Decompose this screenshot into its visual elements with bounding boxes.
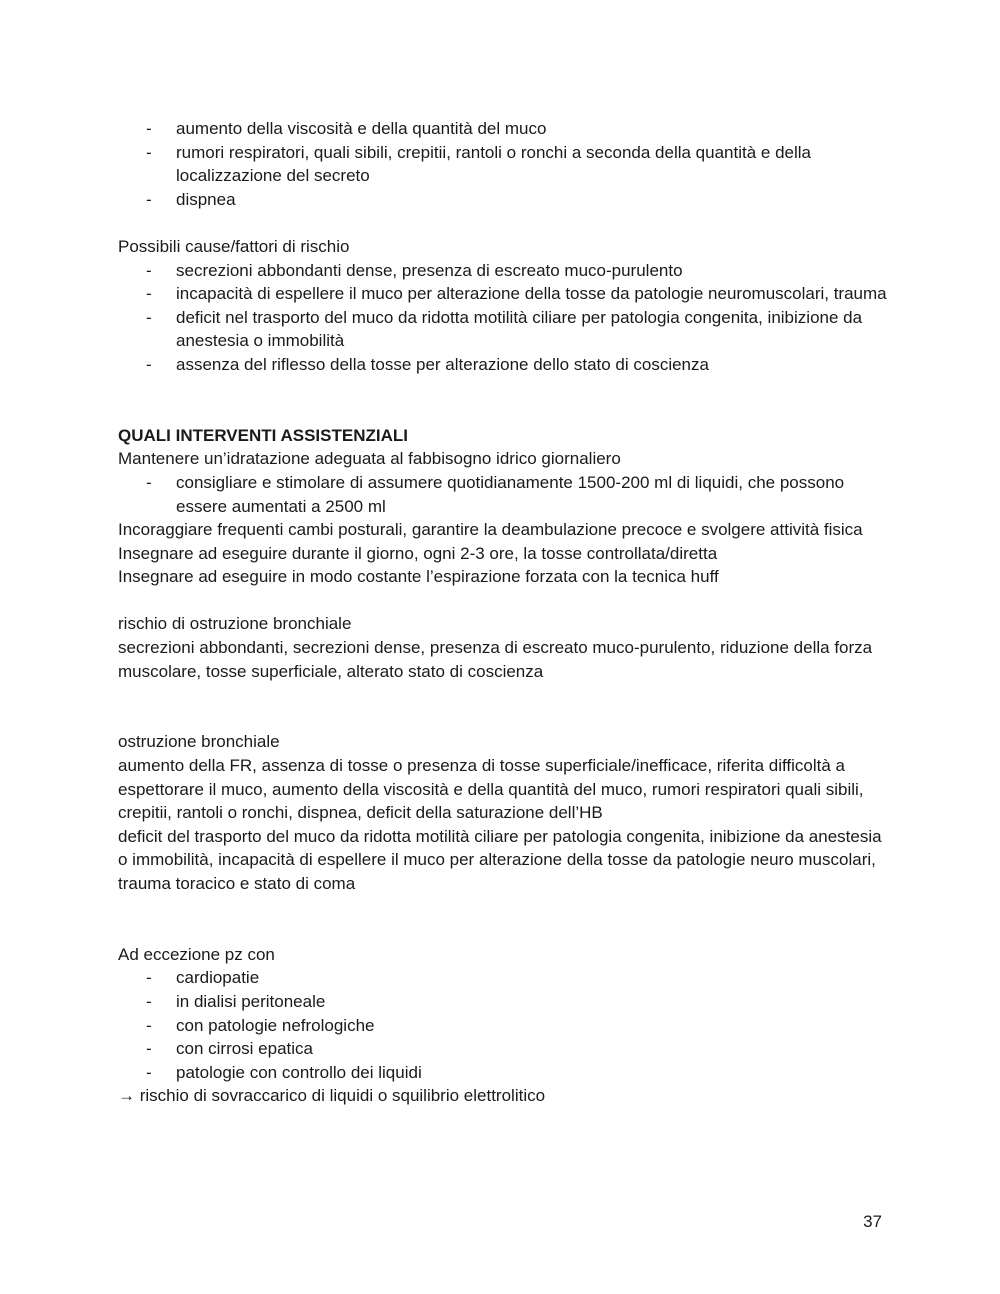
list-item [118, 282, 888, 306]
dash-bullet: - [146, 354, 152, 374]
list-item-text: cardiopatie [176, 968, 260, 988]
list-item [118, 1061, 888, 1085]
list-item [118, 1014, 888, 1038]
list-item-text: con cirrosi epatica [176, 1039, 314, 1059]
list-item [118, 141, 888, 188]
list-item [118, 966, 888, 990]
exceptions-list [118, 966, 888, 1084]
obstruction-causes-text: deficit del trasporto del muco da ridotta motilità ciliare per patologia congenita, inibizione da anestesia o immobilità, incapacità di espellere il muco per alterazione della tosse da patologie neuro muscolari, trauma toracico e stato di coma [118, 826, 882, 893]
obstruction-signs-text: aumento della FR, assenza di tosse o presenza di tosse superficiale/inefficace, riferita difficoltà a espettorare il muco, aumento della viscosità e della quantità del muco, rumori respiratori quali sibili, crepitii, rantoli o ronchi, dispnea, deficit della saturazione dell’HB [118, 756, 864, 823]
exceptions-block [118, 943, 888, 1108]
hydration-list [118, 471, 888, 518]
intervention-line: Incoraggiare frequenti cambi posturali, garantire la deambulazione precoce e svolgere attività fisica [118, 520, 863, 540]
risk-factors-title: Possibili cause/fattori di rischio [118, 236, 350, 256]
dash-bullet: - [146, 189, 152, 209]
exceptions-conclusion: → rischio di sovraccarico di liquidi o squilibrio elettrolitico [118, 1086, 546, 1106]
obstruction-title: ostruzione bronchiale [118, 732, 280, 752]
list-item-text: assenza del riflesso della tosse per alterazione dello stato di coscienza [176, 354, 709, 374]
document-page [118, 117, 888, 1108]
list-item [118, 1037, 888, 1061]
list-item-text: con patologie nefrologiche [176, 1015, 375, 1035]
list-item-text: in dialisi peritoneale [176, 991, 326, 1011]
dash-bullet: - [146, 1039, 152, 1059]
dash-bullet: - [146, 968, 152, 988]
interventions-block [118, 424, 888, 589]
list-item-text: aumento della viscosità e della quantità del muco [176, 119, 547, 138]
dash-bullet: - [146, 260, 152, 280]
obstruction-block [118, 730, 888, 895]
page-number: 37 [863, 1212, 882, 1231]
dash-bullet: - [146, 1015, 152, 1035]
list-item [118, 306, 888, 353]
exceptions-title: Ad eccezione pz con [118, 944, 275, 964]
list-item-text: patologie con controllo dei liquidi [176, 1062, 422, 1082]
risk-factors-block [118, 235, 888, 377]
risk-factors-list [118, 259, 888, 377]
list-item [118, 117, 888, 141]
list-item [118, 188, 888, 212]
section-heading: QUALI INTERVENTI ASSISTENZIALI [118, 425, 408, 445]
list-item-text: secrezioni abbondanti dense, presenza di escreato muco-purulento [176, 260, 683, 280]
obstruction-risk-text: secrezioni abbondanti, secrezioni dense, presenza di escreato muco-purulento, riduzione della forza muscolare, tosse superficiale, alterato stato di coscienza [118, 638, 873, 681]
list-item-text: consigliare e stimolare di assumere quotidianamente 1500-200 ml di liquidi, che possono essere aumentati a 2500 ml [176, 472, 845, 516]
intervention-line: Insegnare ad eseguire in modo costante l’espirazione forzata con la tecnica huff [118, 567, 719, 587]
list-item-text: rumori respiratori, quali sibili, crepitii, rantoli o ronchi a seconda della quantità e della localizzazione del secreto [176, 142, 811, 186]
symptoms-list [118, 117, 888, 211]
list-item-text: incapacità di espellere il muco per alterazione della tosse da patologie neuromuscolari, trauma [176, 284, 887, 304]
list-item [118, 259, 888, 283]
intervention-line: Mantenere un’idratazione adeguata al fabbisogno idrico giornaliero [118, 449, 621, 469]
dash-bullet: - [146, 142, 152, 162]
dash-bullet: - [146, 1062, 152, 1082]
list-item [118, 471, 888, 518]
intervention-line: Insegnare ad eseguire durante il giorno, ogni 2-3 ore, la tosse controllata/diretta [118, 543, 718, 563]
dash-bullet: - [146, 284, 152, 304]
dash-bullet: - [146, 472, 152, 492]
list-item [118, 990, 888, 1014]
list-item-text: dispnea [176, 189, 236, 209]
dash-bullet: - [146, 307, 152, 327]
list-item-text: deficit nel trasporto del muco da ridotta motilità ciliare per patologia congenita, inibizione da anestesia o immobilità [176, 307, 863, 351]
dash-bullet: - [146, 119, 152, 138]
obstruction-risk-title: rischio di ostruzione bronchiale [118, 614, 352, 634]
symptoms-block [118, 117, 888, 211]
obstruction-risk-block [118, 612, 888, 683]
list-item [118, 353, 888, 377]
dash-bullet: - [146, 991, 152, 1011]
